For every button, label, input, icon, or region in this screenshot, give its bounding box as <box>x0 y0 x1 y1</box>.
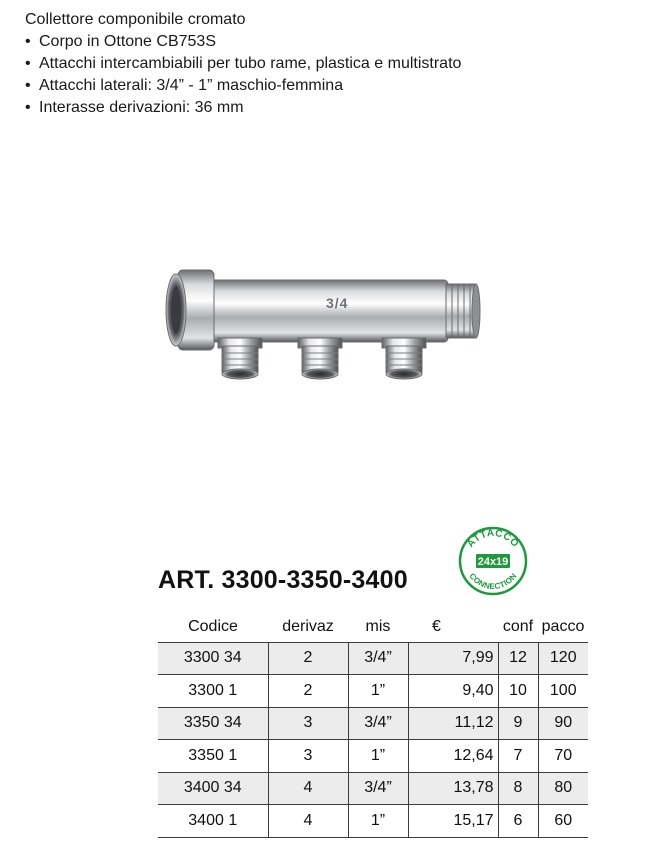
product-title: Collettore componibile cromato <box>25 11 246 28</box>
cell-codice: 3400 1 <box>158 805 268 838</box>
header-derivaz: derivaz <box>282 617 334 635</box>
cell-price: 15,17 <box>408 805 498 838</box>
product-description <box>25 9 645 119</box>
cell-conf: 6 <box>498 805 538 838</box>
badge-bottom-text: CONNECTION <box>467 571 519 592</box>
cell-derivaz: 4 <box>268 772 348 805</box>
cell-derivaz: 2 <box>268 642 348 675</box>
table-row <box>158 675 588 708</box>
cell-codice: 3350 34 <box>158 707 268 740</box>
table-header-row <box>158 612 588 642</box>
cell-price: 12,64 <box>408 740 498 773</box>
cell-pacco: 80 <box>538 772 588 805</box>
cell-codice: 3400 34 <box>158 772 268 805</box>
cell-codice: 3300 1 <box>158 675 268 708</box>
cell-conf: 10 <box>498 675 538 708</box>
table-row <box>158 707 588 740</box>
cell-codice: 3300 34 <box>158 642 268 675</box>
bullet-icon: • <box>25 99 31 116</box>
header-codice: Codice <box>188 617 238 635</box>
connection-badge <box>458 526 528 596</box>
feature-list <box>25 31 645 119</box>
cell-derivaz: 3 <box>268 707 348 740</box>
cell-mis: 1” <box>348 675 408 708</box>
cell-mis: 3/4” <box>348 772 408 805</box>
feature-item: • Corpo in Ottone CB753S <box>25 31 645 53</box>
cell-mis: 1” <box>348 740 408 773</box>
bullet-icon: • <box>25 33 31 50</box>
cell-price: 13,78 <box>408 772 498 805</box>
badge-center-text: 24x19 <box>477 556 509 568</box>
cell-pacco: 100 <box>538 675 588 708</box>
table-row <box>158 642 588 675</box>
manifold-image <box>160 258 490 388</box>
cell-conf: 8 <box>498 772 538 805</box>
cell-pacco: 120 <box>538 642 588 675</box>
bullet-icon: • <box>25 55 31 72</box>
cell-derivaz: 4 <box>268 805 348 838</box>
header-conf: conf <box>502 617 534 635</box>
table-row <box>158 740 588 773</box>
price-table <box>158 612 588 838</box>
header-price: € <box>432 617 441 635</box>
feature-item: • Attacchi laterali: 3/4” - 1” maschio-femmina <box>25 75 645 97</box>
cell-pacco: 60 <box>538 805 588 838</box>
body-marking: 3/4 <box>326 295 349 311</box>
cell-price: 11,12 <box>408 707 498 740</box>
cell-mis: 1” <box>348 805 408 838</box>
outlet-2 <box>298 338 342 379</box>
header-pacco: pacco <box>541 617 585 635</box>
cell-derivaz: 3 <box>268 740 348 773</box>
header-mis: mis <box>365 617 391 635</box>
cell-mis: 3/4” <box>348 707 408 740</box>
cell-pacco: 90 <box>538 707 588 740</box>
bullet-icon: • <box>25 77 31 94</box>
table-row <box>158 772 588 805</box>
cell-pacco: 70 <box>538 740 588 773</box>
outlet-3 <box>382 338 426 379</box>
feature-item: • Interasse derivazioni: 36 mm <box>25 97 645 119</box>
article-title: ART. 3300-3350-3400 <box>158 566 408 594</box>
cell-price: 7,99 <box>408 642 498 675</box>
cell-conf: 7 <box>498 740 538 773</box>
table-row <box>158 805 588 838</box>
cell-conf: 12 <box>498 642 538 675</box>
cell-mis: 3/4” <box>348 642 408 675</box>
cell-codice: 3350 1 <box>158 740 268 773</box>
manifold-body <box>208 280 448 342</box>
cell-price: 9,40 <box>408 675 498 708</box>
cell-conf: 9 <box>498 707 538 740</box>
outlet-1 <box>218 338 262 379</box>
badge-top-text: ATTACCO <box>465 527 521 550</box>
feature-item: • Attacchi intercambiabili per tubo rame, plastica e multistrato <box>25 53 645 75</box>
cell-derivaz: 2 <box>268 675 348 708</box>
